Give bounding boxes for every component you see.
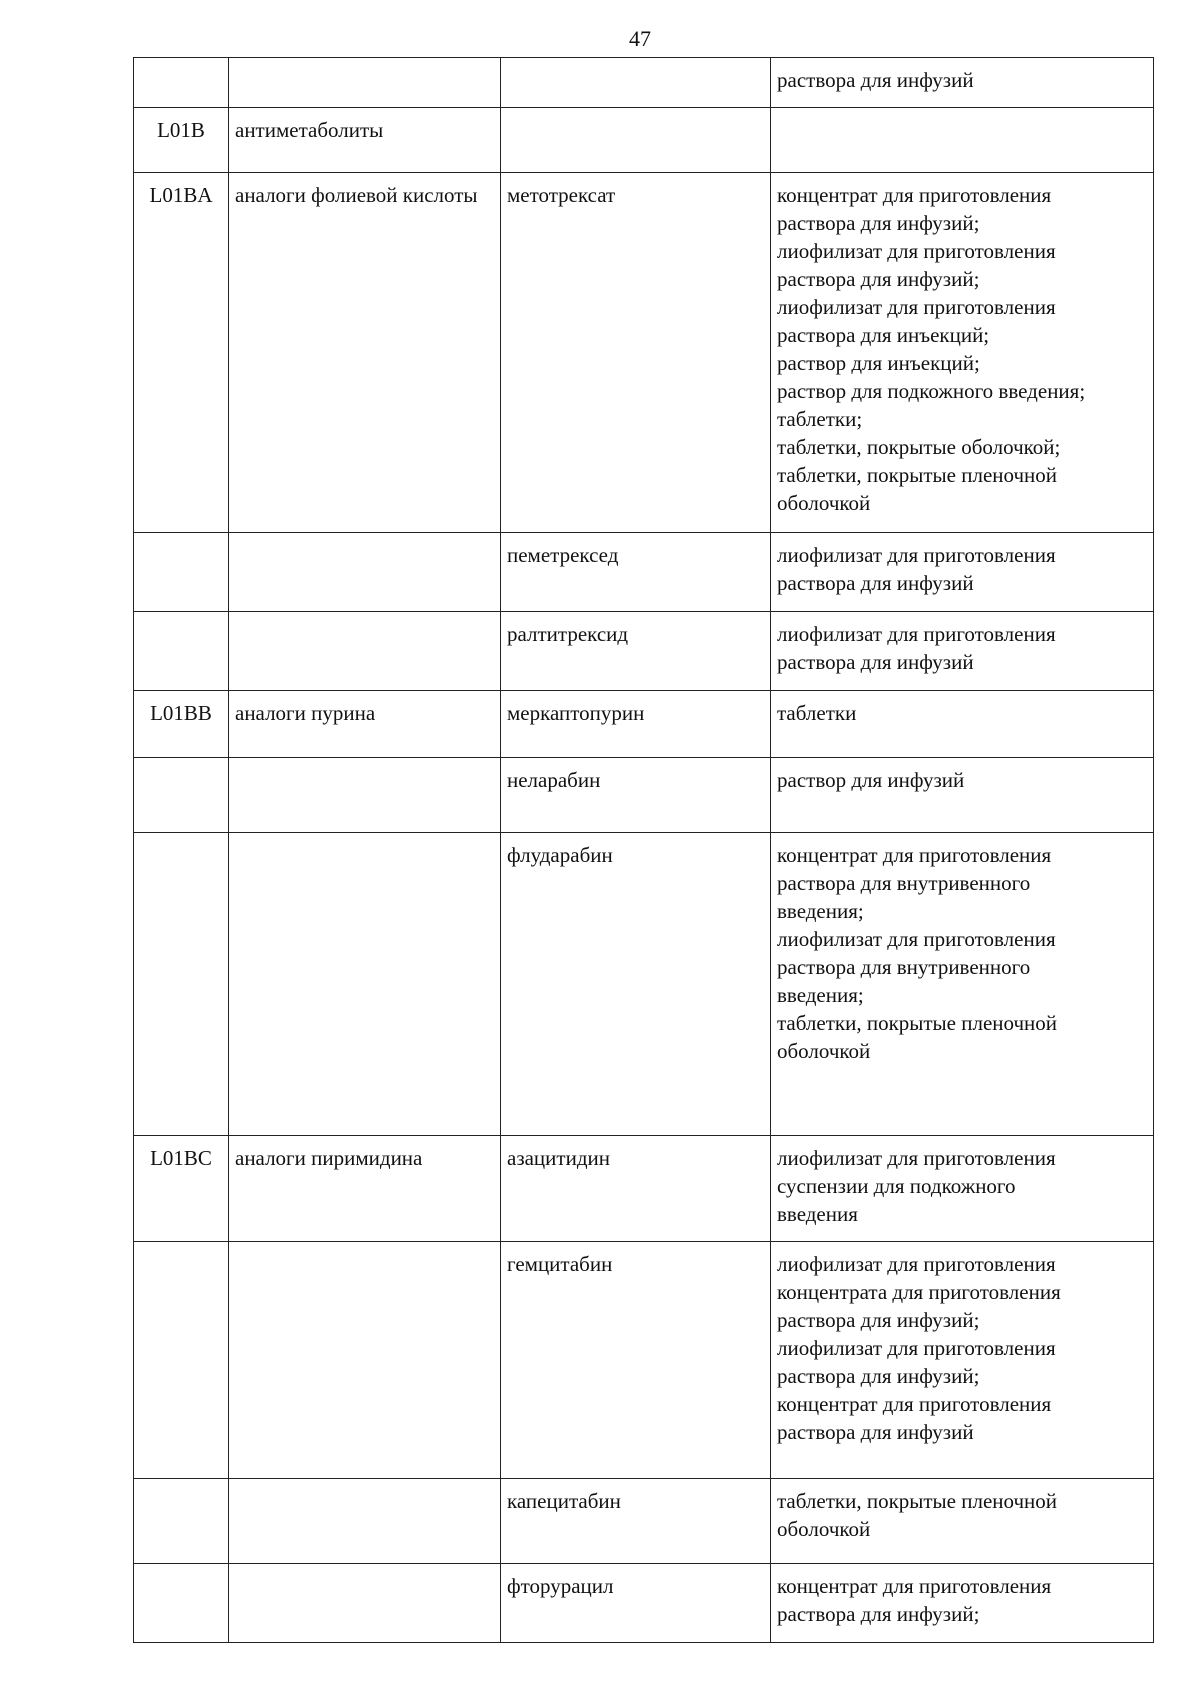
drug-cell: ралтитрексид — [501, 612, 771, 691]
table-row — [134, 1479, 1154, 1564]
atc-code-cell: L01BC — [134, 1136, 229, 1242]
dosage-form-line: раствора для инфузий; — [777, 267, 980, 291]
table-row — [134, 758, 1154, 833]
dosage-form-line: оболочкой — [777, 491, 871, 515]
dosage-form-line: раствор для инъекций; — [777, 351, 980, 375]
dosage-form-line: концентрат для приготовления — [777, 183, 1052, 207]
dosage-form-cell — [771, 691, 1154, 758]
atc-code-cell — [134, 1564, 229, 1643]
dosage-form-cell — [771, 1564, 1154, 1643]
drug-cell: метотрексат — [501, 173, 771, 533]
drug-cell: гемцитабин — [501, 1242, 771, 1479]
drug-cell: пеметрексед — [501, 533, 771, 612]
group-cell — [229, 1242, 501, 1479]
drug-cell: неларабин — [501, 758, 771, 833]
table-row — [134, 833, 1154, 1136]
dosage-form-line: таблетки — [777, 701, 857, 725]
dosage-form-line: таблетки, покрытые оболочкой; — [777, 435, 1061, 459]
dosage-form-line: лиофилизат для приготовления — [777, 622, 1056, 646]
group-cell — [229, 1479, 501, 1564]
table-row — [134, 173, 1154, 533]
table-row — [134, 533, 1154, 612]
dosage-form-line: концентрат для приготовления — [777, 1574, 1052, 1598]
dosage-form-line: таблетки; — [777, 407, 863, 431]
drug-cell: азацитидин — [501, 1136, 771, 1242]
dosage-form-line: лиофилизат для приготовления — [777, 1336, 1056, 1360]
dosage-form-line: концентрат для приготовления — [777, 843, 1052, 867]
group-cell — [229, 758, 501, 833]
dosage-form-line: лиофилизат для приготовления — [777, 927, 1056, 951]
group-cell — [229, 1564, 501, 1643]
dosage-form-line: раствора для инфузий; — [777, 211, 980, 235]
dosage-form-line: таблетки, покрытые пленочной — [777, 1011, 1058, 1035]
dosage-form-cell — [771, 1136, 1154, 1242]
dosage-form-line: раствор для инфузий — [777, 768, 965, 792]
atc-code-cell — [134, 1479, 229, 1564]
dosage-form-line: раствора для инфузий — [777, 68, 974, 92]
dosage-form-cell — [771, 1242, 1154, 1479]
drug-cell: фторурацил — [501, 1564, 771, 1643]
dosage-form-line: лиофилизат для приготовления — [777, 1146, 1056, 1170]
dosage-form-line: раствора для инфузий — [777, 650, 974, 674]
dosage-form-cell — [771, 533, 1154, 612]
drug-cell: меркаптопурин — [501, 691, 771, 758]
dosage-form-cell — [771, 758, 1154, 833]
dosage-form-line: концентрат для приготовления — [777, 1392, 1052, 1416]
dosage-form-line: раствора для внутривенного — [777, 871, 1031, 895]
dosage-form-line: введения; — [777, 899, 864, 923]
group-cell — [229, 58, 501, 108]
dosage-form-line: лиофилизат для приготовления — [777, 543, 1056, 567]
drug-cell: капецитабин — [501, 1479, 771, 1564]
atc-code-cell: L01BB — [134, 691, 229, 758]
table-row — [134, 691, 1154, 758]
group-cell: аналоги пурина — [229, 691, 501, 758]
dosage-form-line: раствор для подкожного введения; — [777, 379, 1086, 403]
dosage-form-cell — [771, 1479, 1154, 1564]
atc-code-cell: L01B — [134, 108, 229, 173]
atc-code-cell — [134, 1242, 229, 1479]
dosage-form-line: оболочкой — [777, 1039, 871, 1063]
dosage-form-line: раствора для инфузий; — [777, 1308, 980, 1332]
dosage-form-cell — [771, 173, 1154, 533]
group-cell — [229, 533, 501, 612]
drug-table — [133, 57, 1154, 1643]
dosage-form-line: раствора для инфузий — [777, 571, 974, 595]
dosage-form-cell — [771, 58, 1154, 108]
dosage-form-line: раствора для инъекций; — [777, 323, 990, 347]
atc-code-cell — [134, 833, 229, 1136]
table-row — [134, 1242, 1154, 1479]
dosage-form-line: лиофилизат для приготовления — [777, 239, 1056, 263]
dosage-form-cell — [771, 108, 1154, 173]
atc-code-cell — [134, 533, 229, 612]
drug-cell: флударабин — [501, 833, 771, 1136]
dosage-form-line: раствора для внутривенного — [777, 955, 1031, 979]
dosage-form-line: таблетки, покрытые пленочной — [777, 1489, 1058, 1513]
atc-code-cell — [134, 758, 229, 833]
dosage-form-line: концентрата для приготовления — [777, 1280, 1061, 1304]
dosage-form-line: лиофилизат для приготовления — [777, 1252, 1056, 1276]
dosage-form-cell — [771, 833, 1154, 1136]
dosage-form-line: раствора для инфузий — [777, 1420, 974, 1444]
group-cell: аналоги фолиевой кислоты — [229, 173, 501, 533]
atc-code-cell — [134, 612, 229, 691]
group-cell — [229, 612, 501, 691]
dosage-form-line: таблетки, покрытые пленочной — [777, 463, 1058, 487]
dosage-form-line: введения; — [777, 983, 864, 1007]
atc-code-cell — [134, 58, 229, 108]
dosage-form-cell — [771, 612, 1154, 691]
dosage-form-line: раствора для инфузий; — [777, 1364, 980, 1388]
dosage-form-line: лиофилизат для приготовления — [777, 295, 1056, 319]
drug-cell — [501, 108, 771, 173]
page-number: 47 — [629, 26, 651, 51]
table-row — [134, 58, 1154, 108]
dosage-form-line: суспензии для подкожного — [777, 1174, 1016, 1198]
dosage-form-line: оболочкой — [777, 1517, 871, 1541]
dosage-form-line: введения — [777, 1202, 858, 1226]
table-row — [134, 108, 1154, 173]
dosage-form-line: раствора для инфузий; — [777, 1602, 980, 1626]
drug-cell — [501, 58, 771, 108]
atc-code-cell: L01BA — [134, 173, 229, 533]
table-row — [134, 1136, 1154, 1242]
group-cell: аналоги пиримидина — [229, 1136, 501, 1242]
group-cell: антиметаболиты — [229, 108, 501, 173]
group-cell — [229, 833, 501, 1136]
table-row — [134, 612, 1154, 691]
table-row — [134, 1564, 1154, 1643]
